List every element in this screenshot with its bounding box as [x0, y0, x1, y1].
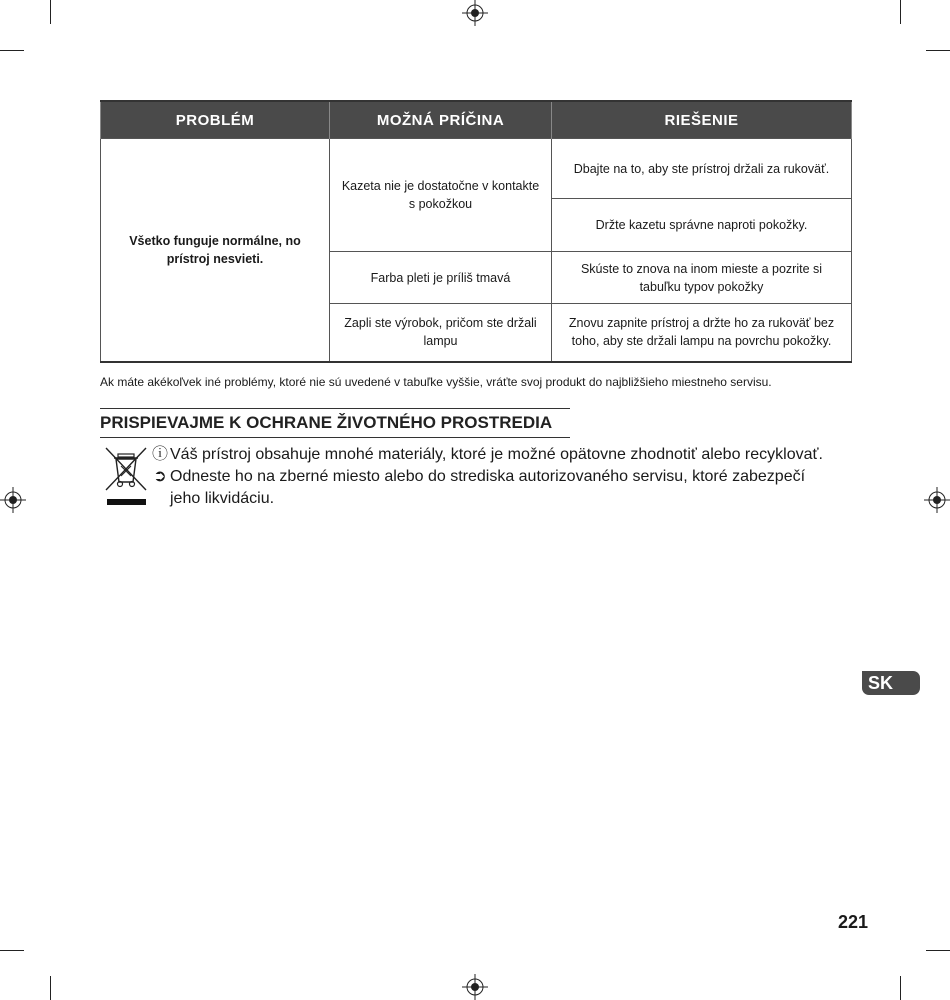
- problem-cell: Všetko funguje normálne, no prístroj nesvieti.: [101, 139, 330, 362]
- registration-mark-icon: [924, 487, 950, 513]
- cause-cell: Zapli ste výrobok, pričom ste držali lampu: [330, 304, 552, 362]
- environment-section-title: PRISPIEVAJME K OCHRANE ŽIVOTNÉHO PROSTREDIA: [100, 408, 570, 438]
- header-solution: RIEŠENIE: [552, 101, 852, 139]
- disposal-instruction-text-cont: jeho likvidáciu.: [170, 490, 275, 507]
- language-tab: SK: [862, 671, 920, 695]
- service-note: Ak máte akékoľvek iné problémy, ktoré nie sú uvedené v tabuľke vyššie, vráťte svoj produkt do najbližšieho miestneho servisu.: [100, 375, 772, 389]
- table-row: [101, 139, 852, 199]
- crop-mark: [50, 976, 51, 1000]
- crop-mark: [900, 976, 901, 1000]
- disposal-instruction-line: [151, 466, 871, 488]
- crop-mark: [0, 50, 24, 51]
- solution-cell: Skúste to znova na inom mieste a pozrite si tabuľku typov pokožky: [552, 252, 852, 304]
- registration-mark-icon: [0, 487, 26, 513]
- crop-mark: [50, 0, 51, 24]
- solution-cell: Znovu zapnite prístroj a držte ho za rukoväť bez toho, aby ste držali lampu na povrchu pokožky.: [552, 304, 852, 362]
- registration-mark-icon: [462, 974, 488, 1000]
- cause-cell: Farba pleti je príliš tmavá: [330, 252, 552, 304]
- page-number: 221: [838, 912, 869, 932]
- crossed-out-wheelie-bin-icon: [104, 446, 148, 508]
- troubleshooting-table: [100, 100, 852, 363]
- table-header-row: [101, 101, 852, 139]
- header-cause: MOŽNÁ PRÍČINA: [330, 101, 552, 139]
- disposal-instruction-continuation: [151, 488, 871, 510]
- header-problem: PROBLÉM: [101, 101, 330, 139]
- environment-text: [151, 444, 871, 510]
- info-icon: ⓘ: [151, 446, 168, 463]
- disposal-instruction-text: Odneste ho na zberné miesto alebo do strediska autorizovaného servisu, ktoré zabezpečí: [170, 468, 806, 485]
- recycling-info-line: [151, 444, 871, 466]
- crop-mark: [926, 950, 950, 951]
- recycling-info-text: Váš prístroj obsahuje mnohé materiály, ktoré je možné opätovne zhodnotiť alebo recyklovať.: [170, 446, 823, 463]
- arrow-icon: ➲: [153, 468, 167, 485]
- cause-cell: Kazeta nie je dostatočne v kontakte s pokožkou: [330, 139, 552, 252]
- crop-mark: [926, 50, 950, 51]
- crop-mark: [900, 0, 901, 24]
- solution-cell: Držte kazetu správne naproti pokožky.: [552, 199, 852, 252]
- registration-mark-icon: [462, 0, 488, 26]
- crop-mark: [0, 950, 24, 951]
- solution-cell: Dbajte na to, aby ste prístroj držali za rukoväť.: [552, 139, 852, 199]
